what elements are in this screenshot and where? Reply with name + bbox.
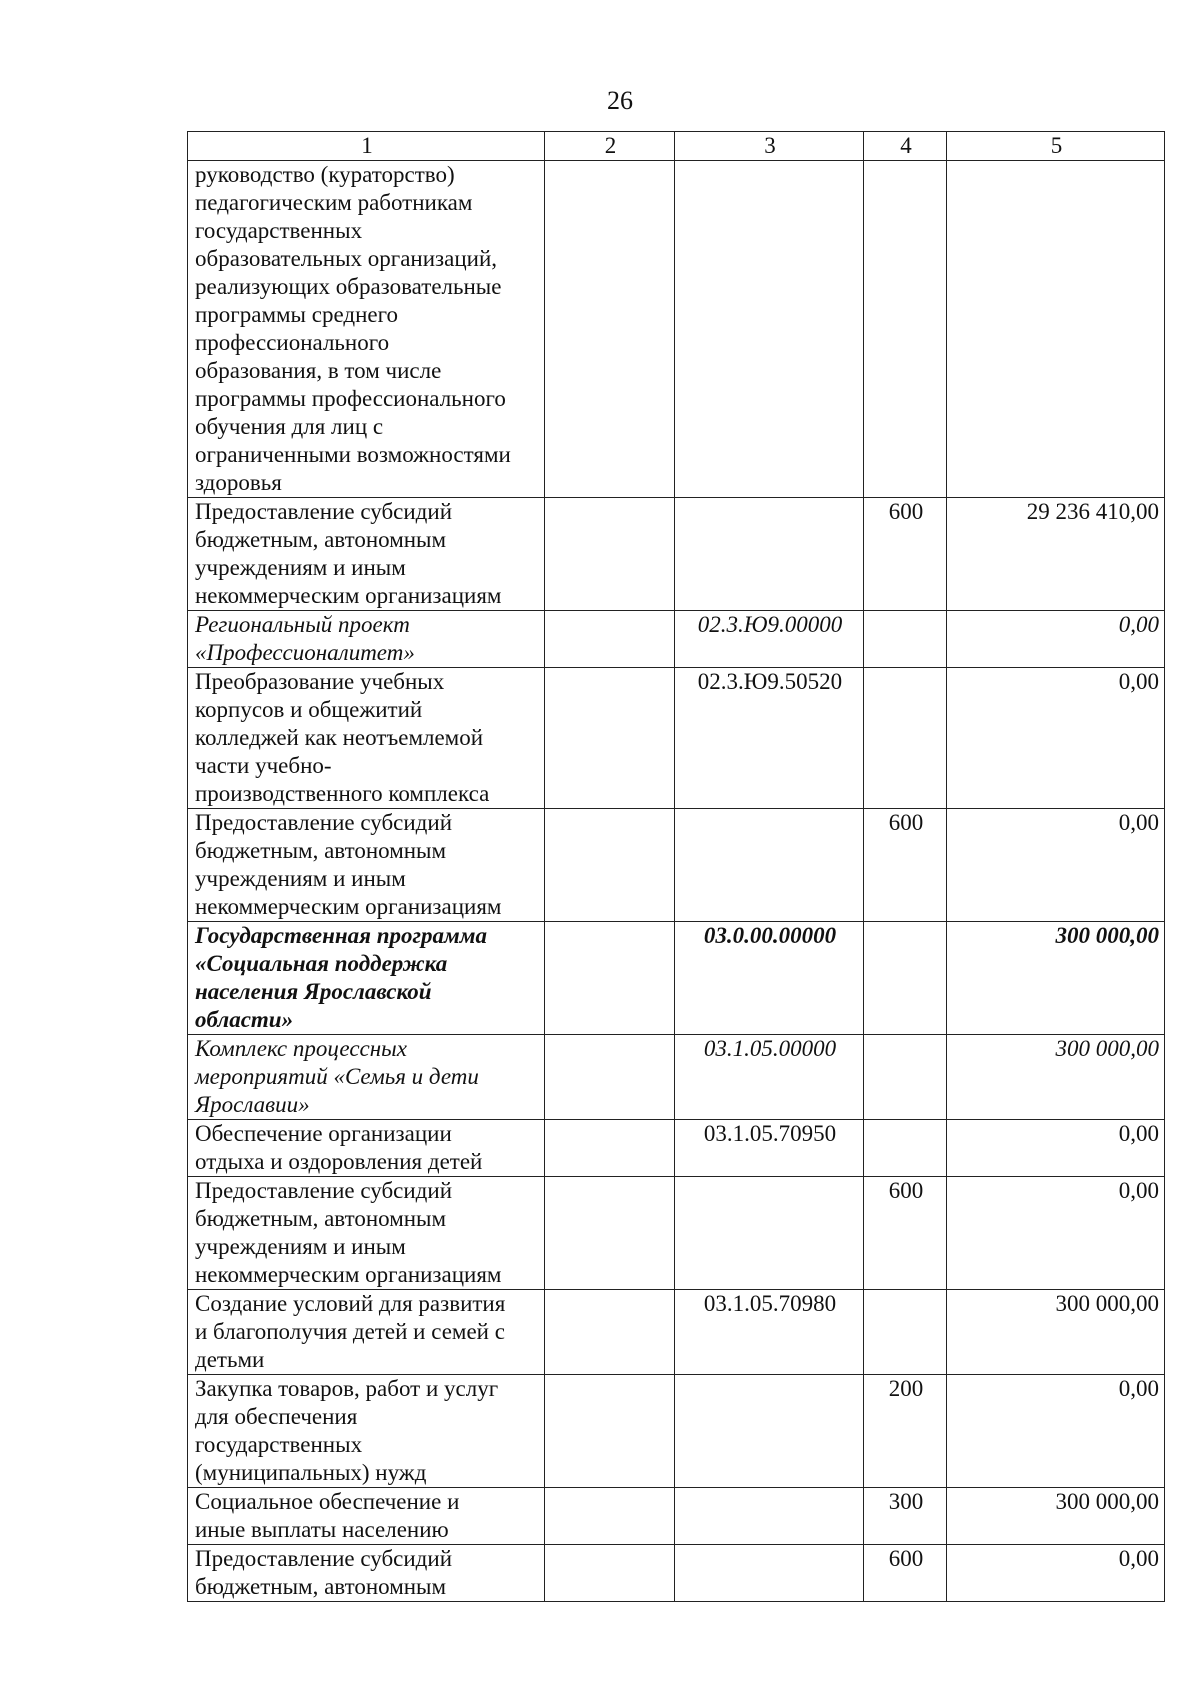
row-code-cell: 03.1.05.70980: [675, 1290, 864, 1375]
row-name-cell: Региональный проект «Профессионалитет»: [188, 611, 545, 668]
row-type-cell: 600: [864, 1545, 947, 1602]
row-name-cell: руководство (кураторство) педагогическим работникам государственных образовательных организаций, реализующих образовательные программы среднего профессионального образования, в том числе программы профессионального обучения для лиц с ограниченными возможностями здоровья: [188, 161, 545, 498]
row-code-cell: 03.0.00.00000: [675, 922, 864, 1035]
row-amount-cell: 300 000,00: [947, 922, 1165, 1035]
row-type-cell: [864, 611, 947, 668]
row-amount-cell: 0,00: [947, 611, 1165, 668]
row-col2-cell: [545, 1035, 675, 1120]
row-amount-cell: 0,00: [947, 809, 1165, 922]
table-body: [188, 161, 1165, 1602]
row-amount-cell: 0,00: [947, 1375, 1165, 1488]
row-col2-cell: [545, 922, 675, 1035]
row-type-cell: 300: [864, 1488, 947, 1545]
row-code-cell: [675, 1375, 864, 1488]
row-code-cell: [675, 1545, 864, 1602]
header-col-4: 4: [864, 132, 947, 161]
table-row: [188, 1290, 1165, 1375]
table-row: [188, 668, 1165, 809]
row-code-cell: 02.3.Ю9.50520: [675, 668, 864, 809]
row-type-cell: [864, 668, 947, 809]
table-row: [188, 1545, 1165, 1602]
row-col2-cell: [545, 1120, 675, 1177]
row-col2-cell: [545, 1290, 675, 1375]
row-type-cell: 600: [864, 1177, 947, 1290]
row-amount-cell: 0,00: [947, 1177, 1165, 1290]
row-amount-cell: 0,00: [947, 1545, 1165, 1602]
row-col2-cell: [545, 498, 675, 611]
table-row: [188, 1177, 1165, 1290]
row-col2-cell: [545, 1488, 675, 1545]
table-row: [188, 922, 1165, 1035]
row-col2-cell: [545, 1375, 675, 1488]
header-col-1: 1: [188, 132, 545, 161]
row-amount-cell: 300 000,00: [947, 1488, 1165, 1545]
row-col2-cell: [545, 1177, 675, 1290]
row-col2-cell: [545, 611, 675, 668]
row-amount-cell: 300 000,00: [947, 1290, 1165, 1375]
row-type-cell: [864, 1035, 947, 1120]
row-code-cell: 02.3.Ю9.00000: [675, 611, 864, 668]
row-col2-cell: [545, 1545, 675, 1602]
row-type-cell: [864, 1120, 947, 1177]
table-row: [188, 1375, 1165, 1488]
row-type-cell: [864, 161, 947, 498]
budget-table: [187, 131, 1165, 1602]
row-amount-cell: 29 236 410,00: [947, 498, 1165, 611]
row-code-cell: [675, 161, 864, 498]
row-code-cell: [675, 1177, 864, 1290]
row-code-cell: [675, 498, 864, 611]
row-type-cell: [864, 1290, 947, 1375]
row-amount-cell: 0,00: [947, 668, 1165, 809]
row-amount-cell: [947, 161, 1165, 498]
row-type-cell: 600: [864, 498, 947, 611]
row-col2-cell: [545, 668, 675, 809]
row-type-cell: 200: [864, 1375, 947, 1488]
table-row: [188, 1035, 1165, 1120]
table-row: [188, 611, 1165, 668]
row-type-cell: 600: [864, 809, 947, 922]
header-col-2: 2: [545, 132, 675, 161]
row-name-cell: Предоставление субсидий бюджетным, автономным учреждениям и иным некоммерческим организациям: [188, 1177, 545, 1290]
row-amount-cell: 300 000,00: [947, 1035, 1165, 1120]
table-header-row: [188, 132, 1165, 161]
row-name-cell: Обеспечение организации отдыха и оздоровления детей: [188, 1120, 545, 1177]
row-amount-cell: 0,00: [947, 1120, 1165, 1177]
row-name-cell: Социальное обеспечение и иные выплаты населению: [188, 1488, 545, 1545]
row-name-cell: Преобразование учебных корпусов и общежитий колледжей как неотъемлемой части учебно- производственного комплекса: [188, 668, 545, 809]
row-code-cell: [675, 809, 864, 922]
header-col-5: 5: [947, 132, 1165, 161]
row-code-cell: [675, 1488, 864, 1545]
row-name-cell: Предоставление субсидий бюджетным, автономным учреждениям и иным некоммерческим организациям: [188, 809, 545, 922]
table-row: [188, 498, 1165, 611]
row-name-cell: Предоставление субсидий бюджетным, автономным учреждениям и иным некоммерческим организациям: [188, 498, 545, 611]
page-number: 26: [607, 86, 633, 115]
table-row: [188, 161, 1165, 498]
row-col2-cell: [545, 809, 675, 922]
row-name-cell: Создание условий для развития и благополучия детей и семей с детьми: [188, 1290, 545, 1375]
row-name-cell: Предоставление субсидий бюджетным, автономным: [188, 1545, 545, 1602]
row-type-cell: [864, 922, 947, 1035]
table-row: [188, 1120, 1165, 1177]
table-row: [188, 809, 1165, 922]
row-name-cell: Комплекс процессных мероприятий «Семья и дети Ярославии»: [188, 1035, 545, 1120]
row-name-cell: Закупка товаров, работ и услуг для обеспечения государственных (муниципальных) нужд: [188, 1375, 545, 1488]
header-col-3: 3: [675, 132, 864, 161]
row-col2-cell: [545, 161, 675, 498]
row-name-cell: Государственная программа «Социальная поддержка населения Ярославской области»: [188, 922, 545, 1035]
row-code-cell: 03.1.05.70950: [675, 1120, 864, 1177]
row-code-cell: 03.1.05.00000: [675, 1035, 864, 1120]
table-row: [188, 1488, 1165, 1545]
